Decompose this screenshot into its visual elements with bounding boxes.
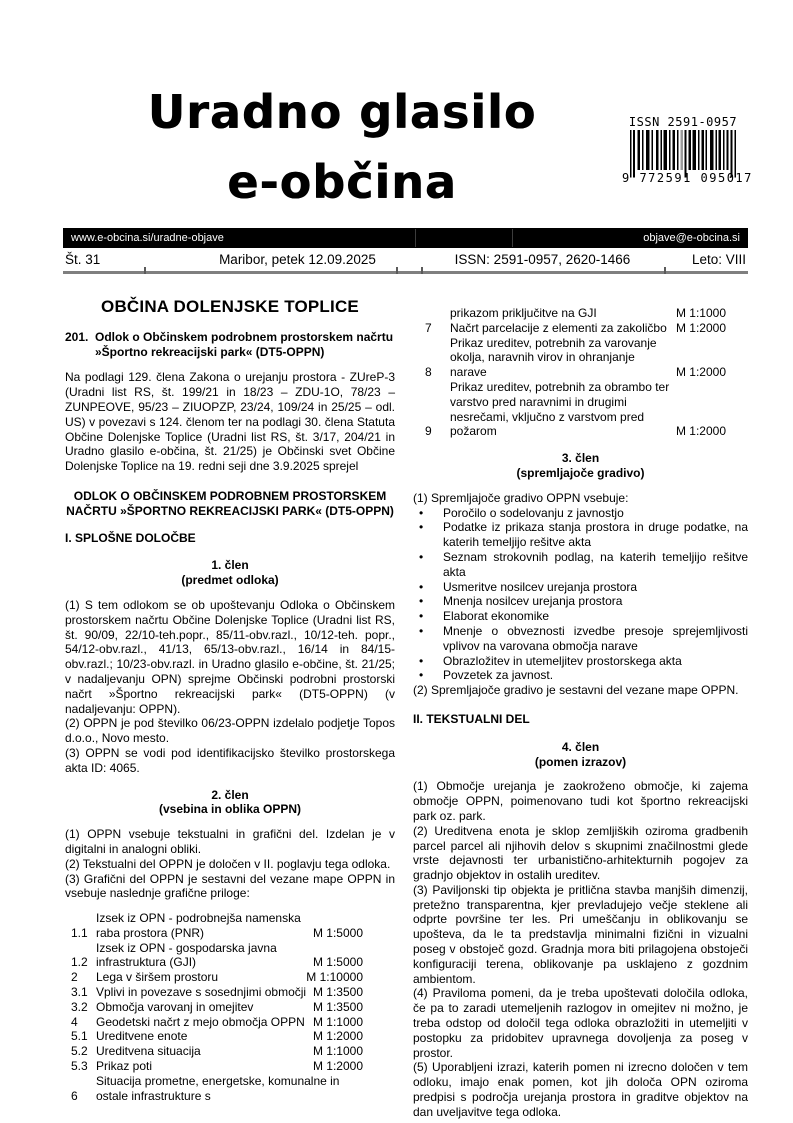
paragraph: (2) Spremljajoče gradivo je sestavni del vezane mape OPPN. xyxy=(413,683,739,698)
topbar xyxy=(63,228,748,248)
topbar-email: objave@e-obcina.si xyxy=(643,232,740,244)
attachment-row xyxy=(425,321,748,336)
place-and-date: Maribor, petek 12.09.2025 xyxy=(219,252,376,267)
bullet-icon: • xyxy=(419,549,424,564)
issue-number: Št. 31 xyxy=(65,252,101,267)
bullet-icon: • xyxy=(419,505,424,520)
attachment-scale: M 1:3500 xyxy=(312,985,363,1000)
bullet-text: Seznam strokovnih podlag, na katerih temeljijo rešitve akta xyxy=(443,549,748,579)
article-number: 4. člen xyxy=(561,739,600,754)
bullet-icon: • xyxy=(419,594,424,609)
article-subtitle: (vsebina in oblika OPPN) xyxy=(158,802,302,817)
bullet-icon: • xyxy=(419,609,424,624)
article-4-body xyxy=(413,779,748,1119)
municipality-heading: OBČINA DOLENJSKE TOPLICE xyxy=(101,297,359,316)
attachment-label: Območja varovanj in omejitev xyxy=(96,999,254,1014)
attachment-label: Vplivi in povezave s sosednjimi območji xyxy=(96,985,307,1000)
volume-year: Leto: VIII xyxy=(691,252,746,267)
attachment-label: Geodetski načrt z mejo območja OPPN xyxy=(96,1014,305,1029)
attachment-label: Načrt parcelacije z elementi za zakoličbo xyxy=(450,320,667,335)
bullet-item xyxy=(413,550,748,580)
graphic-attachments-list xyxy=(65,911,395,1103)
rule-tick xyxy=(421,267,423,274)
article-1-body xyxy=(65,598,395,776)
bullet-item xyxy=(413,654,748,669)
topbar-divider xyxy=(415,229,416,247)
masthead xyxy=(63,75,753,225)
attachment-number: 3.2 xyxy=(71,999,88,1014)
bullet-item xyxy=(413,580,748,595)
rule-tick xyxy=(396,267,398,274)
paragraph: (4) Praviloma pomeni, da je treba upoštevati določila odloka, če pa to zaradi utemeljenih razlogov in omejitev ni možno, je treba odstop od določil tega odloka obrazložiti in utemeljiti v postopku za pridobitev upravnega dovoljenja za poseg v prostor. xyxy=(413,986,748,1060)
paragraph: (2) Ureditvena enota je sklop zemljiških oziroma gradbenih parcel parcel ali njihovih delov s skupnimi značilnostmi glede vrste dejavnosti ter urbanistično-arhitekturnih pogojev za gradnjo objektov in ostalih ureditev. xyxy=(413,823,748,883)
article-subtitle: (predmet odloka) xyxy=(181,573,279,588)
attachment-row xyxy=(65,1059,395,1074)
bullet-text: Podatke iz prikaza stanja prostora in druge podatke, na katerih temeljijo rešitve akta xyxy=(443,520,748,550)
bullet-list xyxy=(413,506,748,684)
attachment-label: Izsek iz OPN - podrobnejša namenska raba prostora (PNR) xyxy=(96,911,301,940)
paragraph: (3) OPPN se vodi pod identifikacijsko številko prostorskega akta ID: 4065. xyxy=(65,745,395,775)
article-subtitle: (pomen izrazov) xyxy=(534,754,627,769)
header-rule xyxy=(63,271,748,274)
bullet-icon: • xyxy=(419,623,424,638)
attachment-scale: M 1:10000 xyxy=(306,970,363,985)
bullet-text: Povzetek za javnost. xyxy=(443,668,554,683)
attachment-scale: M 1:3500 xyxy=(312,999,363,1014)
attachment-scale: M 1:2000 xyxy=(675,424,726,439)
attachment-scale: M 1:1000 xyxy=(675,306,726,320)
attachment-number: 7 xyxy=(425,320,432,335)
bullet-text: Mnenja nosilcev urejanja prostora xyxy=(443,594,623,609)
attachment-number: 8 xyxy=(425,365,432,380)
article-number: 3. člen xyxy=(561,451,600,466)
article-2-body xyxy=(65,827,395,901)
attachment-row xyxy=(425,380,748,439)
act-title xyxy=(65,330,395,360)
article-2-heading xyxy=(65,788,395,818)
topbar-divider xyxy=(512,229,513,247)
attachment-label: Situacija prometne, energetske, komunalne in ostale infrastrukture s xyxy=(96,1073,340,1103)
rule-tick xyxy=(144,267,146,274)
document-body xyxy=(65,292,748,1123)
article-4-heading xyxy=(413,740,748,770)
attachment-row xyxy=(65,1015,395,1030)
paragraph: (5) Uporabljeni izrazi, katerih pomen ni izrecno določen v tem odloku, imajo enak pomen, kot jih določa OPN oziroma predpisi s področja urejanja prostora in graditve objektov na dan uveljavitve tega odloka. xyxy=(413,1060,748,1119)
attachment-scale: M 1:2000 xyxy=(675,320,726,335)
attachment-number: 6 xyxy=(71,1088,78,1103)
attachment-row xyxy=(65,1044,395,1059)
bullet-text: Obrazložitev in utemeljitev prostorskega akta xyxy=(443,653,682,668)
bullet-item xyxy=(413,520,748,550)
preamble-paragraph: Na podlagi 129. člena Zakona o urejanju prostora - ZUreP-3 (Uradni list RS, št. 199/21 in 18/23 – ZDU-1O, 78/23 – ZUNPEOVE, 95/23 – ZIUOPZP, 23/24, 109/24 in 25/25 – odl. US) v povezavi s 124. členom ter na podlagi 30. člena Statuta Občine Dolenjske Toplice (Uradni list RS, št. 3/17, 204/21 in Uradno glasilo e-občina, št. 21/25) je Občinski svet Občine Dolenjske Toplice na 19. redni seji dne 3.9.2025 sprejel xyxy=(65,370,395,474)
attachment-scale: M 1:2000 xyxy=(312,1059,363,1074)
gazette-title xyxy=(63,77,621,217)
attachment-row xyxy=(65,1029,395,1044)
article-1-heading xyxy=(65,558,395,588)
bullet-text: Mnenje o obveznosti izvedbe presoje sprejemljivosti vplivov na varovana območja narave xyxy=(443,623,748,653)
graphic-attachments-list-continued xyxy=(413,306,748,439)
topbar-url: www.e-obcina.si/uradne-objave xyxy=(71,232,224,244)
decree-title: ODLOK O OBČINSKEM PODROBNEM PROSTORSKEM NAČRTU »ŠPORTNO REKREACIJSKI PARK« (DT5-OPPN) xyxy=(66,488,394,518)
bullet-icon: • xyxy=(419,579,424,594)
issn-barcode xyxy=(622,115,753,185)
paragraph: (2) OPPN je pod številko 06/23-OPPN izdelalo podjetje Topos d.o.o., Novo mesto. xyxy=(65,716,395,746)
attachment-scale: M 1:2000 xyxy=(312,1029,363,1044)
bullet-text: Usmeritve nosilcev urejanja prostora xyxy=(443,579,638,594)
attachment-number: 9 xyxy=(425,424,432,439)
attachment-row xyxy=(65,911,395,941)
attachment-row xyxy=(65,1000,395,1015)
paragraph: (1) OPPN vsebuje tekstualni in grafični del. Izdelan je v digitalni in analogni obliki. xyxy=(65,827,395,856)
bullet-item xyxy=(413,668,748,683)
attachment-scale: M 1:1000 xyxy=(312,1014,363,1029)
attachment-scale: M 1:5000 xyxy=(312,925,363,940)
bullet-item xyxy=(413,624,748,654)
issn-numbers: ISSN: 2591-0957, 2620-1466 xyxy=(454,252,631,267)
attachment-scale: M 1:1000 xyxy=(312,1044,363,1059)
attachment-number: 4 xyxy=(71,1014,78,1029)
rule-tick xyxy=(664,267,666,274)
attachment-row xyxy=(425,336,748,380)
chapter-heading-1: I. SPLOŠNE DOLOČBE xyxy=(65,530,196,545)
attachment-number: 3.1 xyxy=(71,985,88,1000)
article-subtitle: (spremljajoče gradivo) xyxy=(516,465,645,480)
paragraph: (1) Spremljajoče gradivo OPPN vsebuje: xyxy=(413,490,629,505)
bullet-item xyxy=(413,609,748,624)
left-column xyxy=(65,292,395,1123)
act-number: 201. xyxy=(65,329,89,344)
bullet-icon: • xyxy=(419,520,424,535)
attachment-row xyxy=(65,970,395,985)
paragraph: (1) S tem odlokom se ob upoštevanju Odloka o Občinskem prostorskem načrtu Občine Dolenjske Toplice (Uradni list RS, št. 90/09, 22/10-teh.popr., 85/11-obv.razl., 10/12-teh. popr., 54/12-obv.razl., 41/13, 65/13-obv.razl., 16/14 in 84/15-obv.razl.; 10/23-obv.razl. in Uradno glasilo e-občine, št. 21/25; v nadaljevanju OPN) sprejme Občinski podrobni prostorski načrt »Športno rekreacijski park« (DT5-OPPN) (v nadaljevanju: OPPN). xyxy=(65,597,395,716)
issn-label: ISSN 2591-0957 xyxy=(628,115,738,129)
attachment-row xyxy=(65,1074,395,1104)
article-number: 1. člen xyxy=(211,558,249,573)
attachment-label: Prikaz poti xyxy=(96,1059,153,1074)
bullet-item xyxy=(413,506,748,521)
attachment-number: 1.2 xyxy=(71,955,88,970)
paragraph: (3) Paviljonski tip objekta je pritlična stavba manjših dimenzij, pretežno transparentna, kjer prevladujejo večje steklene ali odprte površine ter les. Pri umeščanju in oblikovanju se upošteva, da le ta predstavlja minimalni fizični in vizualni poseg v obstoječ gozd. Gradnja mora biti prilagojena obstoječi konfiguraciji terena, oblikovanje pa usklajeno z gozdnim ambientom. xyxy=(413,882,748,986)
attachment-label: Lega v širšem prostoru xyxy=(96,970,219,985)
paragraph: (2) Tekstualni del OPPN je določen v II. poglavju tega odloka. xyxy=(65,856,391,871)
article-3-heading xyxy=(413,451,748,481)
bullet-icon: • xyxy=(419,668,424,683)
attachment-label: Prikaz ureditev, potrebnih za obrambo ter varstvo pred naravnimi in drugimi nesrečami, vključno z varstvom pred požarom xyxy=(450,379,670,439)
paragraph: (1) Območje urejanja je zaokroženo območje, ki zajema območje OPPN, poimenovano tudi kot športno rekreacijski park oz. park. xyxy=(413,779,748,823)
attachment-row xyxy=(65,985,395,1000)
attachment-label: Ureditvena situacija xyxy=(96,1044,201,1059)
gazette-title-line1: Uradno glasilo xyxy=(147,85,537,139)
bullet-text: Elaborat ekonomike xyxy=(443,609,550,624)
attachment-number: 5.2 xyxy=(71,1044,88,1059)
attachment-row xyxy=(65,941,395,971)
bullet-icon: • xyxy=(419,653,424,668)
gazette-title-line2: e-občina xyxy=(227,155,457,209)
attachment-number: 5.3 xyxy=(71,1059,88,1074)
chapter-heading-2: II. TEKSTUALNI DEL xyxy=(413,711,530,726)
attachment-label: Ureditvene enote xyxy=(96,1029,188,1044)
attachment-label: prikazom priključitve na GJI xyxy=(450,306,597,320)
paragraph: (3) Grafični del OPPN je sestavni del vezane mape OPPN in vsebuje naslednje grafične priloge: xyxy=(65,871,395,901)
bullet-item xyxy=(413,594,748,609)
bullet-text: Poročilo o sodelovanju z javnostjo xyxy=(443,505,624,520)
barcode-number: 9 772591 095017 xyxy=(622,171,753,185)
article-number: 2. člen xyxy=(211,787,249,802)
attachment-number: 2 xyxy=(71,970,78,985)
attachment-number: 1.1 xyxy=(71,925,88,940)
act-title-text: Odlok o Občinskem podrobnem prostorskem načrtu »Športno rekreacijski park« (DT5-OPPN) xyxy=(95,329,394,359)
attachment-scale: M 1:2000 xyxy=(675,365,726,380)
issue-meta-row xyxy=(63,248,748,271)
attachment-scale: M 1:5000 xyxy=(312,955,363,970)
attachment-row xyxy=(425,306,748,321)
attachment-number: 5.1 xyxy=(71,1029,88,1044)
attachment-label: Prikaz ureditev, potrebnih za varovanje okolja, naravnih virov in ohranjanje narave xyxy=(450,335,657,380)
right-column xyxy=(413,292,748,1123)
attachment-label: Izsek iz OPN - gospodarska javna infrastruktura (GJI) xyxy=(96,940,277,970)
